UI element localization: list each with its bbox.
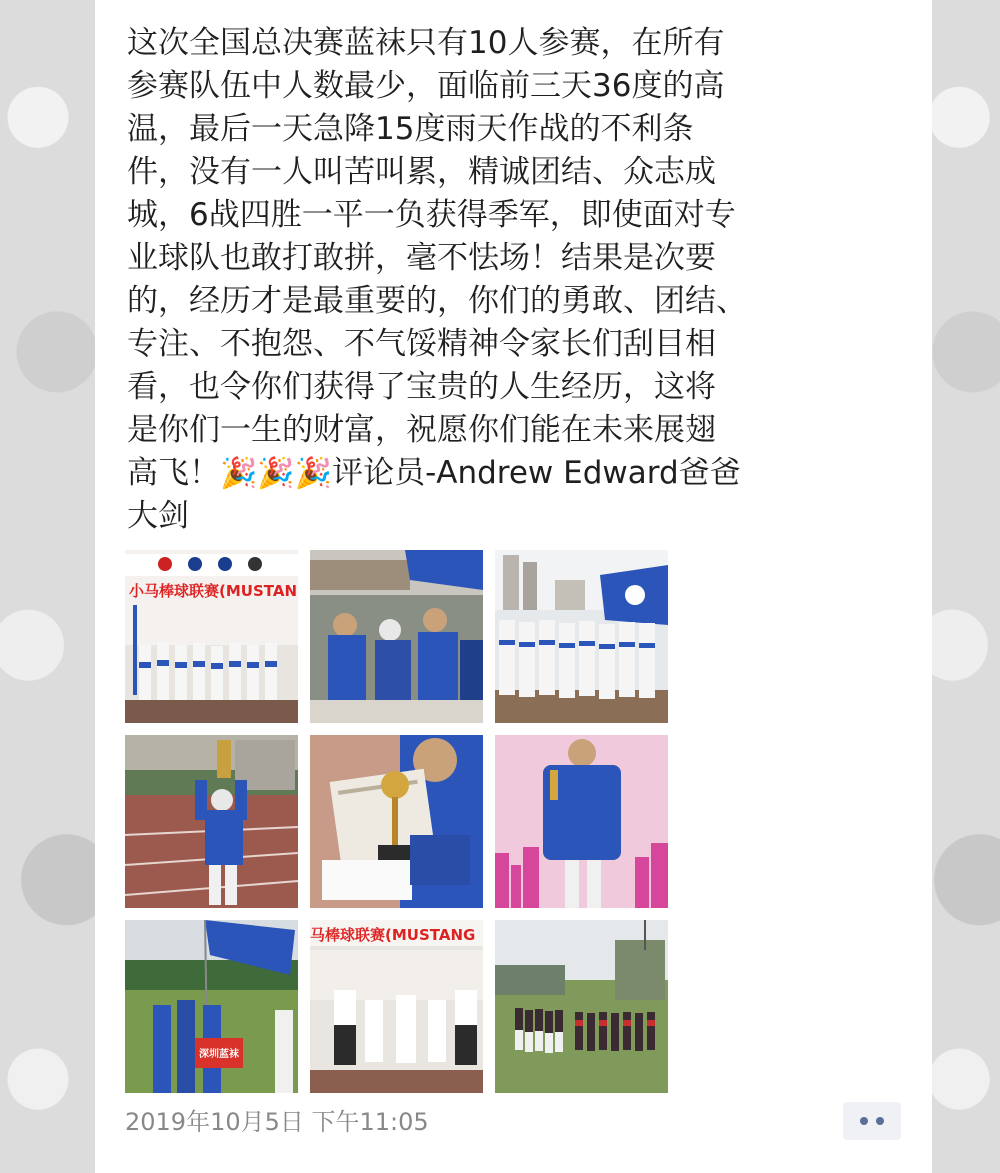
photo-9[interactable] xyxy=(495,920,668,1093)
photo-grid xyxy=(125,550,668,1093)
signature-line-2: 大剑 xyxy=(127,498,189,534)
more-dot-icon xyxy=(876,1117,884,1125)
party-popper-icon: 🎉 xyxy=(294,456,333,491)
photo-4[interactable] xyxy=(125,735,298,908)
photo-7[interactable] xyxy=(125,920,298,1093)
background-right xyxy=(932,0,1000,1173)
player-portrait-photo xyxy=(495,735,668,908)
team-sign-text: 深圳蓝袜 xyxy=(199,1049,239,1060)
more-dot-icon xyxy=(860,1117,868,1125)
photo-2[interactable] xyxy=(310,550,483,723)
banner-text: 马棒球联赛(MUSTANG xyxy=(310,926,476,944)
photo-3[interactable] xyxy=(495,550,668,723)
party-popper-icon: 🎉 xyxy=(257,456,295,491)
signature-line-1: 评论员-Andrew Edward爸爸 xyxy=(332,455,741,491)
background-left xyxy=(0,0,95,1173)
banner-text: 小马棒球联赛(MUSTAN xyxy=(129,582,297,600)
photo-8[interactable] xyxy=(310,920,483,1093)
trophy-certificate-photo xyxy=(310,735,483,908)
crowd-celebration-photo xyxy=(310,550,483,723)
photo-5[interactable] xyxy=(310,735,483,908)
party-popper-icon: 🎉 xyxy=(220,456,258,491)
teams-lineup-photo xyxy=(495,920,668,1093)
team-banner-photo xyxy=(125,550,298,723)
team-with-flag-photo xyxy=(495,550,668,723)
trophy-lift-photo xyxy=(125,735,298,908)
more-options-button[interactable] xyxy=(843,1102,901,1140)
photo-1[interactable] xyxy=(125,550,298,723)
post-body: 这次全国总决赛蓝袜只有10人参赛，在所有 参赛队伍中人数最少，面临前三天36度的高 温，最后一天急降15度雨天作战的不利条 件，没有一人叫苦叫累，精诚团结、众志成 城，6战四胜一平一负获得季军，即使面对专 业球队也敢打敢拼，毫不怯场！结果是次要 的，经历才是最重要的，你们的勇敢、团结、 专注、不抱怨、不气馁精神令家长们刮目相 看，也令你们获得了宝贵的人生经历，这将 是你们一生的财富，祝愿你们能在未来展翅 高飞！ xyxy=(127,25,747,491)
post-text xyxy=(127,22,827,538)
team-field-photo xyxy=(125,920,298,1093)
award-ceremony-photo xyxy=(310,920,483,1093)
post-timestamp: 2019年10月5日 下午11:05 xyxy=(125,1108,429,1136)
photo-6[interactable] xyxy=(495,735,668,908)
